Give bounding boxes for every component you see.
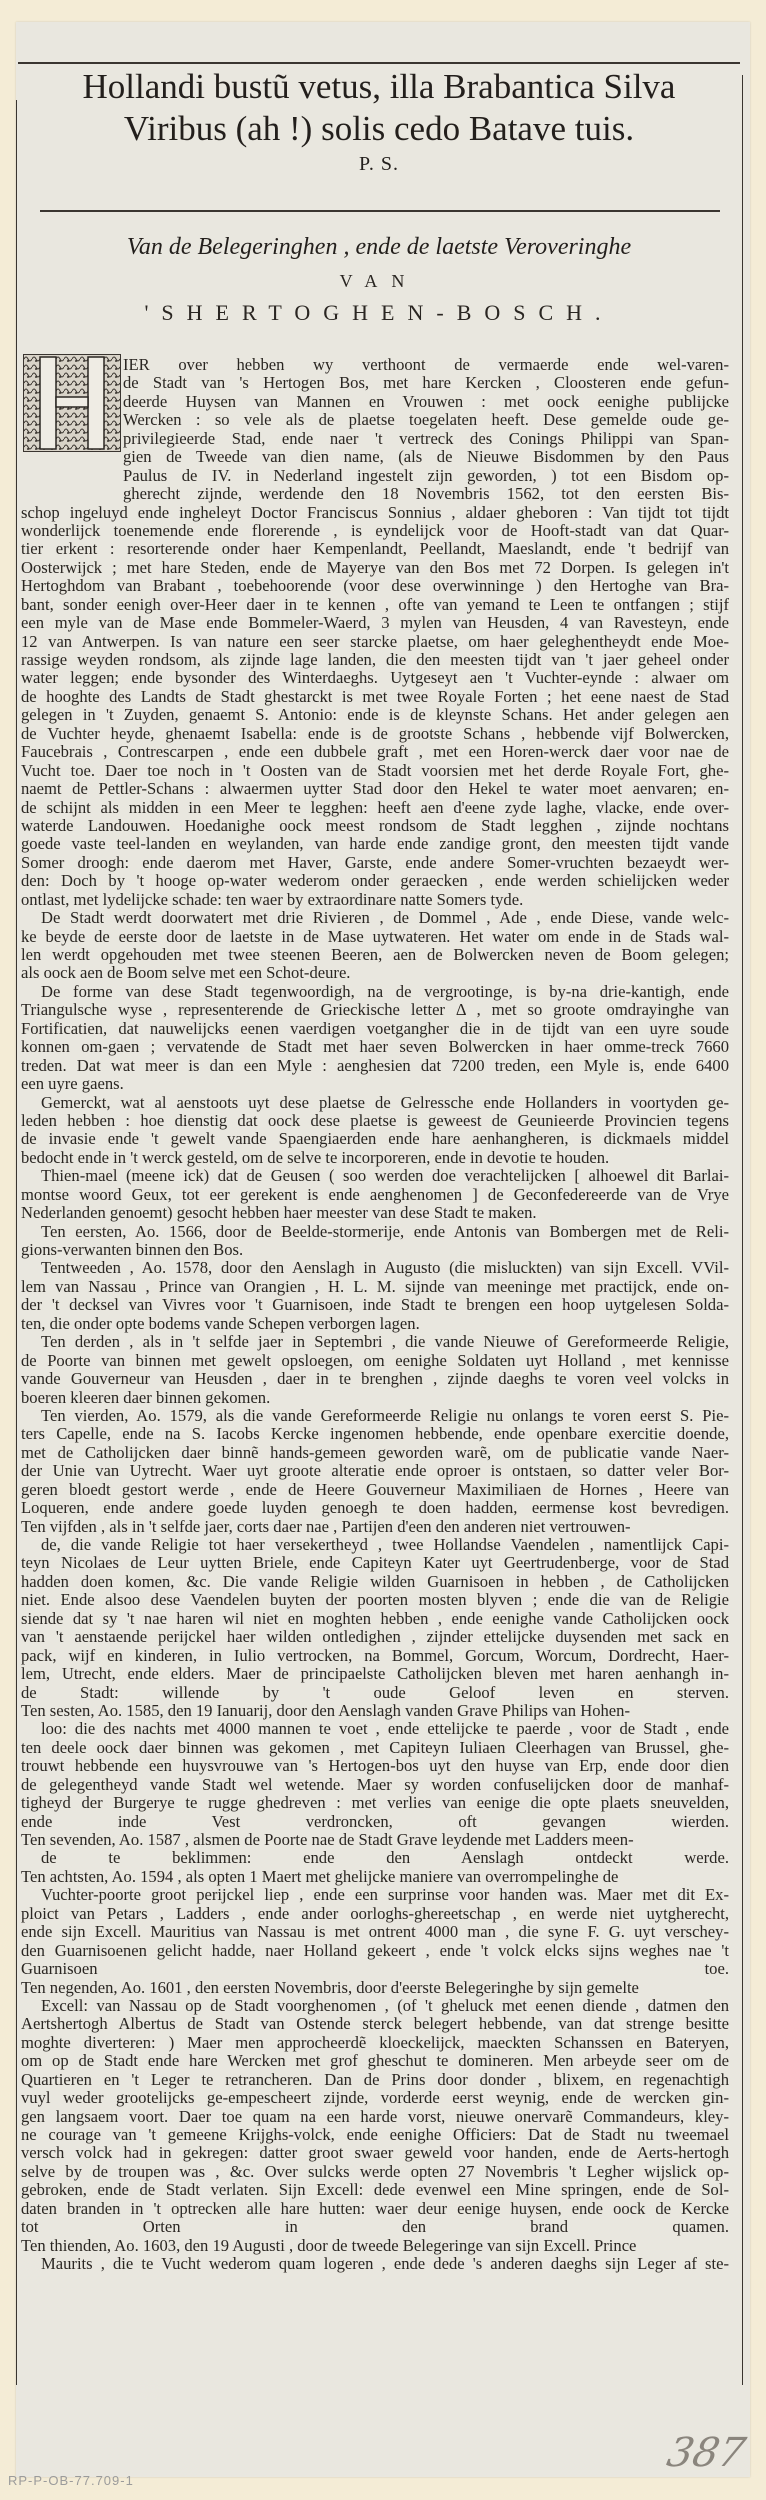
text-line: Aertshertogh Albertus de Stadt van Ostende sterck belegert hebbende, van dat strenge besitte: [21, 2015, 729, 2034]
text-line: leden hebben : hoe dienstig dat oock dese plaetse is geweest de Geunieerde Provincien tegens: [21, 1111, 729, 1130]
text-line: de Stadt van 's Hertogen Bos, met hare Kercken , Cloosteren ende gefun-: [123, 374, 729, 393]
text-line: Guarnisoen toe.: [21, 1960, 729, 1979]
text-line: een uyre gaens.: [21, 1075, 124, 1094]
text-line: privilegieerde Stad, ende naer 't vertreck des Conings Philippi van Span-: [123, 429, 729, 448]
text-line: tier erkent : resorterende onder haer Kempenlandt, Peellandt, Maeslandt, ende 't bedrijf van: [21, 540, 729, 559]
text-line: hadden doen komen, &c. Die vande Religie wilden Guarnisoen in hebben , de Catholijcken: [21, 1572, 729, 1591]
text-line: Tentweeden , Ao. 1578, door den Aenslagh in Augusto (die misluckten) van sijn Excell. VVil-: [41, 1259, 729, 1278]
text-line: IER over hebben wy verthoont de vermaerde ende wel-varen-: [123, 356, 729, 374]
text-line: water leggen; ende bysonder des Winterdaeghs. Uytgeseyt aen 't Vuchter-eynde : alwaer om: [21, 669, 729, 688]
text-line: Ten thienden, Ao. 1603, den 19 Augusti , door de tweede Belegeringe van sijn Excell. Prince: [21, 2236, 637, 2255]
text-line: Paulus de IV. in Nederland ingestelt zijn geworden, ) tot een Bisdom op-: [123, 466, 729, 485]
text-line: Vucht toe. Daer toe noch in 't Oosten van de Stadt voorsien met het derde Royale Fort, ghe-: [21, 761, 729, 780]
title-city: 'SHERTOGHEN-BOSCH.: [144, 300, 614, 325]
text-line: teyn Nicolaes de Leur uytten Briele, ende Capiteyn Kater uyt Geertrudenberge, voor de Stad: [21, 1554, 729, 1573]
text-line: gelegen in 't Zuyden, genaemt S. Antonio: ende is de kleynste Schans. Het ander gelegen aen: [21, 706, 729, 725]
title-divider: [40, 210, 720, 212]
frame-left-rule: [16, 100, 17, 2385]
text-line: Oosterwijck ; met hare Steden, ende de Mayerye van den Bos met 72 Dorpen. Is gelegen in't: [21, 558, 729, 577]
text-line: niet. Ende alsoo dese Vaendelen buyten der poorten mosten blyven ; ende die van de Religie: [21, 1591, 729, 1610]
text-line: den Guarnisoenen gelicht hadde, naer Holland gekeert , ende 't volck elcks sijns weghes nae 't: [21, 1941, 729, 1960]
text-line: Vuchter-poorte groot perijckel liep , ende een surprinse voor handen was. Maer met dit Ex-: [41, 1886, 729, 1905]
text-line: selve by de troupen was , &c. Over sulcks werde opten 27 Novembris 't Legher wijslick op-: [21, 2162, 729, 2181]
text-line: Ten sevenden, Ao. 1587 , alsmen de Poorte nae de Stadt Grave leydende met Ladders meen-: [21, 1831, 634, 1849]
page-number: 387: [663, 2430, 750, 2476]
text-line: der Unie van Uytrecht. Waer uyt groote alteratie ende oproer is ontstaen, so datter veler Bor-: [21, 1462, 729, 1481]
motto-line-2: Viribus (ah !) solis cedo Batave tuis.: [123, 109, 635, 148]
text-line: treden. Dat wat meer is dan een Myle : aenghesien dat 7200 treden, een Myle is, ende 6400: [21, 1056, 729, 1075]
text-line: De forme van dese Stadt tegenwoordigh, na de vergrootinge, is by-na drie-kantigh, ende: [41, 982, 729, 1001]
text-line: len werdt opgehouden met twee steenen Beeren, aen de Bolwercken neven de Boom gelegen;: [21, 946, 729, 964]
text-line: de invasie ende 't gewelt vande Spaengiaerden ende hare aenhangheren, is dickmaels middel: [21, 1130, 729, 1149]
text-line: de, die vande Religie tot haer versekertheyd , twee Hollandse Vaendelen , namentlijck Capi-: [41, 1536, 729, 1554]
text-line: Faucebrais , Contrescarpen , ende een dubbele graft , met een Horen-werck daer voor nae de: [21, 743, 729, 762]
text-line: Thien-mael (meene ick) dat de Geusen ( soo werden doe verachtelijcken [ alhoewel dit Barlai-: [41, 1167, 729, 1186]
text-line: waterde Landouwen. Hoedanighe oock meest rondsom de Stadt legghen , zijnde nochtans: [21, 816, 729, 835]
text-line: de Stadt: willende by 't oude Geloof leven en sterven.: [21, 1683, 729, 1702]
text-line: Nederlanden genoemt) gesocht hebben haer meester van dese Stadt te maken.: [21, 1204, 537, 1223]
text-line: Fortificatien, dat nauwelijcks eenen vaerdigen voetgangher die in de tijdt van een uyre soude: [21, 1019, 729, 1038]
text-line: een myle van de Mase ende Bommeler-Waerd, 3 mylen van Heusden, 4 van Ravesteyn, ende: [21, 614, 729, 633]
text-line: gebroken, ende de Stadt verlaten. Sijn Excell: dede evenwel een Mine springen, ende de Sol-: [21, 2181, 729, 2200]
text-line: de schijnt als midden in een Meer te legghen: heeft aen d'eene zyde laghe, vlacke, ende over-: [21, 798, 729, 817]
text-line: Ten derden , als in 't selfde jaer in Septembri , die vande Nieuwe of Gereformeerde Religie,: [41, 1333, 729, 1352]
text-line: siende dat sy 't nae haren wil niet en moghten hebben , ende eenighe vande Catholijcken oock: [21, 1609, 729, 1628]
text-line: ploict van Petars , Ladders , ende ander oorloghs-ghereetschap , en werde niet uytgherecht,: [21, 1904, 729, 1923]
text-line: den: Doch by 't hooge op-water wederom onder geraecken , ende werden schielijcken weder: [21, 872, 729, 891]
text-line: ten deele oock daer binnen was gekomen , met Capiteyn Iuliaen Cleerhagen van Brussel, ghe-: [21, 1738, 729, 1757]
text-line: schop ingeluyd ende ingheleyt Doctor Franciscus Sonnius , aldaer gheboren : Van tijdt tot tijdt: [21, 503, 729, 522]
text-line: trouwt hebbende een huysvrouwe van 's Hertogen-bos uyt den huyse van Erp, ende door dien: [21, 1757, 729, 1776]
text-line: Triangulsche wyse , representerende de Grieckische letter Δ , met so groote omdrayinghe van: [21, 1001, 729, 1020]
text-line: Ten eersten, Ao. 1566, door de Beelde-stormerije, ende Antonis van Bombergen met de Reli-: [41, 1222, 729, 1241]
text-line: ontlast, met lydelijcke schade: ten waer by extraordinare natte Somers tyde.: [21, 890, 524, 909]
text-line: rassige weyden rondsom, als zijnde lage landen, die den meesten tijdt van 't jaer geheel onder: [21, 651, 729, 669]
text-line: bedocht ende in 't werck gesteld, om de selve te incorporeren, ende in devotie te houden.: [21, 1148, 610, 1167]
text-line: ende inde Vest verdroncken, oft gevangen wierden.: [21, 1812, 729, 1831]
text-line: Ten achtsten, Ao. 1594 , als opten 1 Maert met ghelijcke maniere van overrompelinghe de: [21, 1867, 619, 1886]
text-line: ten, die onder opte bodems vande Schepen verborgen lagen.: [21, 1314, 420, 1333]
text-line: goede vaste teel-landen en weylanden, van harde ende zandige gront, den meesten tijdt vande: [21, 835, 729, 854]
title-italic: Van de Belegeringhen , ende de laetste Veroveringhe: [126, 234, 632, 260]
text-line: Ten vijfden , als in 't selfde jaer, corts daer nae , Partijen d'een den anderen niet vertrouwen-: [21, 1517, 631, 1536]
text-line: gien de Tweede van dien name, (als de Nieuwe Bisdommen by den Paus: [123, 448, 729, 467]
text-line: geren bloedt gestort werde , ende de Heere Gouverneur Maximiliaen de Hornes , Heere van: [21, 1480, 729, 1499]
text-line: ters Capelle, ende na S. Iacobs Kercke ingenomen hebbende, ende openbare exercitie doende,: [21, 1425, 729, 1444]
text-line: de te beklimmen: ende den Aenslagh ontdeckt werde.: [41, 1849, 729, 1868]
text-line: met de Catholijcken daer binnẽ hands-gemeen geworden warẽ, om de publicatie vande Naer-: [21, 1443, 729, 1462]
text-line: der 't decksel van Vivres voor 't Guarnisoen, inde Stadt te brengen een hoop uytgelesen Solda-: [21, 1296, 729, 1315]
text-line: boeren kleeren daer binnen gekomen.: [21, 1388, 271, 1407]
text-line: Excell: van Nassau op de Stadt voorghenomen , (of 't gheluck met eenen diende , datmen den: [41, 1996, 729, 2015]
body-text: [21, 356, 729, 2274]
text-line: de Poorte van binnen met gewelt opsloegen, om eenighe Soldaten uyt Holland , met kennisse: [21, 1351, 729, 1370]
text-line: De Stadt werdt doorwatert met drie Rivieren , de Dommel , Ade , ende Diese, vande welc-: [41, 909, 729, 928]
text-line: daten branden in 't optrecken alle hare hutten: waer deur eenige huysen, ende oock de Kercke: [21, 2199, 729, 2218]
text-line: om op de Stadt ende hare Wercken met grof gheschut te domineren. Men arbeyde seer om de: [21, 2052, 729, 2071]
text-line: 12 van Antwerpen. Is van nature een seer starcke plaetse, om haer geleghentheydt ende Moe-: [21, 632, 729, 651]
text-line: montse woord Geux, tot eer gerekent is ende aenghenomen ] de Geconfedereerde van de Vrye: [21, 1185, 729, 1204]
text-line: Loqueren, ende andere goede luyden genoegh te doen hadden, eermense kost bevredigen.: [21, 1499, 729, 1518]
text-line: ende sijn Excell. Mauritius van Nassau is met ontrent 4000 man , die syne F. G. uyt verschey-: [21, 1923, 729, 1942]
text-line: Quartieren en 't Leger te retrancheren. Dan de Prins door donder , blixem, en regenachtigh: [21, 2070, 729, 2089]
text-line: tot Orten in den brand quamen.: [21, 2218, 729, 2237]
text-line: gions-verwanten binnen den Bos.: [21, 1241, 244, 1259]
text-line: gen langsaem voort. Daer toe quam na een harde vorst, nieuwe onervarẽ Commandeurs, kley-: [21, 2107, 729, 2126]
text-line: deerde Huysen van Mannen en Vrouwen : met oock eenighe publijcke: [123, 392, 729, 411]
text-line: tigheyd der Burgerye te rugge ghedreven : met verlies van eenige die opte plaets sneuvelden,: [21, 1794, 729, 1813]
text-line: van 't aenstaende perijckel haer wilden ontledighen , zijnder ettelijcke duysenden met sack en: [21, 1628, 729, 1647]
text-line: Gemerckt, wat al aenstoots uyt dese plaetse de Gelressche ende Hollanders in voortyden ge-: [41, 1093, 729, 1112]
text-line: Ten negenden, Ao. 1601 , den eersten Novembris, door d'eerste Belegeringhe by sijn gemelte: [21, 1978, 639, 1997]
text-line: bant, sonder eenigh over-Heer daer in te kennen , ofte van yemand te Leen te ontfangen ; stijf: [21, 595, 729, 614]
text-line: pack, wijf en kinderen, in Iulio vertrocken, na Bommel, Gorcum, Worcum, Dordrecht, Haer-: [21, 1646, 729, 1665]
text-line: wonderlijck toenemende ende florerende , is eyndelijck voor de Hooft-stadt van dat Quar-: [21, 521, 729, 540]
text-line: als oock aen de Boom selve met een Schot-deure.: [21, 964, 351, 983]
text-line: loo: die des nachts met 4000 mannen te voet , ende ettelijcke te paerde , voor de Stadt , ende: [41, 1720, 729, 1739]
text-line: gherecht zijnde, werdende den 18 Novembris 1562, tot den eersten Bis-: [123, 485, 729, 504]
text-line: konnen om-gaen ; vervatende de Stadt met haer seven Bolwercken in haer omme-treck 7660: [21, 1038, 729, 1057]
title-van: VAN: [339, 271, 419, 291]
motto-initials: P. S.: [358, 153, 400, 175]
text-line: lem, Utrecht, ende elders. Maer de principaelste Catholijcken bleven met haren aenhangh in-: [21, 1665, 729, 1684]
text-line: vande Gouverneur van Heusden , daer in te brenghen , zijnde daeghs te voren veel volcks in: [21, 1370, 729, 1389]
text-line: versch volck had in gekregen: datter groot swaer geweld voor handen, ende de Aerts-hertogh: [21, 2144, 729, 2163]
text-line: Somer droogh: ende daerom met Haver, Garste, ende andere Somer-vruchten bezaeydt wer-: [21, 853, 729, 872]
text-line: Maurits , die te Vucht wederom quam logeren , ende dede 's anderen daeghs sijn Leger af ste-: [41, 2255, 729, 2274]
text-line: ke beyde de eerste door de laetste in de Mase uytwateren. Het water om ende in de Stads wal-: [21, 927, 729, 946]
text-line: lem van Nassau , Prince van Orangien , H. L. M. sijnde van meeninge met practijck, ende on-: [21, 1277, 729, 1296]
text-line: Hertoghdom van Brabant , toebehoorende (voor dese overwinninge ) den Hertoghe van Bra-: [21, 577, 729, 596]
text-line: de gelegentheyd vande Stadt wel wetende. Maer sy worden confuselijcken door de manhaf-: [21, 1775, 729, 1794]
text-line: vuyl weder grootelijcks ge-empescheert zijnde, vorderde eerst weynig, ende de wercken gin-: [21, 2089, 729, 2108]
text-line: naemt de Pettler-Schans : alwaermen uytter Stad door den Hekel te water moet aenvaren; en-: [21, 780, 729, 799]
text-line: Ten sesten, Ao. 1585, den 19 Ianuarij, door den Aenslagh vanden Grave Philips van Hohen-: [21, 1701, 630, 1720]
text-line: ne courage van 't gemeene Krijghs-volck, ende eenighe Officiers: Dat de Stadt nu tweemael: [21, 2126, 729, 2144]
latin-motto: [18, 66, 740, 178]
reference-code: RP-P-OB-77.709-1: [8, 2473, 134, 2488]
frame-right-rule: [742, 75, 743, 2385]
text-line: moghte diverteren: ) Maer men approcheerdẽ kloeckelijck, maeckten Schanssen en Bateryen,: [21, 2033, 729, 2052]
motto-line-1: Hollandi bustũ vetus, illa Brabantica Silva: [82, 67, 676, 106]
text-line: de Vuchter heyde, ghenaemt Isabella: ende is de grootste Schans , hebbende vijf Bolwercken,: [21, 724, 729, 743]
text-line: Wercken : so vele als de plaetse toegelaten heeft. Dese gemelde oude ge-: [123, 411, 729, 430]
text-line: de hooghte des Landts de Stadt ghestarckt is met twee Royale Forten ; het eene naest de Stad: [21, 687, 729, 706]
text-line: Ten vierden, Ao. 1579, als die vande Gereformeerde Religie nu onlangs te voren eerst S. Pie-: [41, 1406, 729, 1425]
